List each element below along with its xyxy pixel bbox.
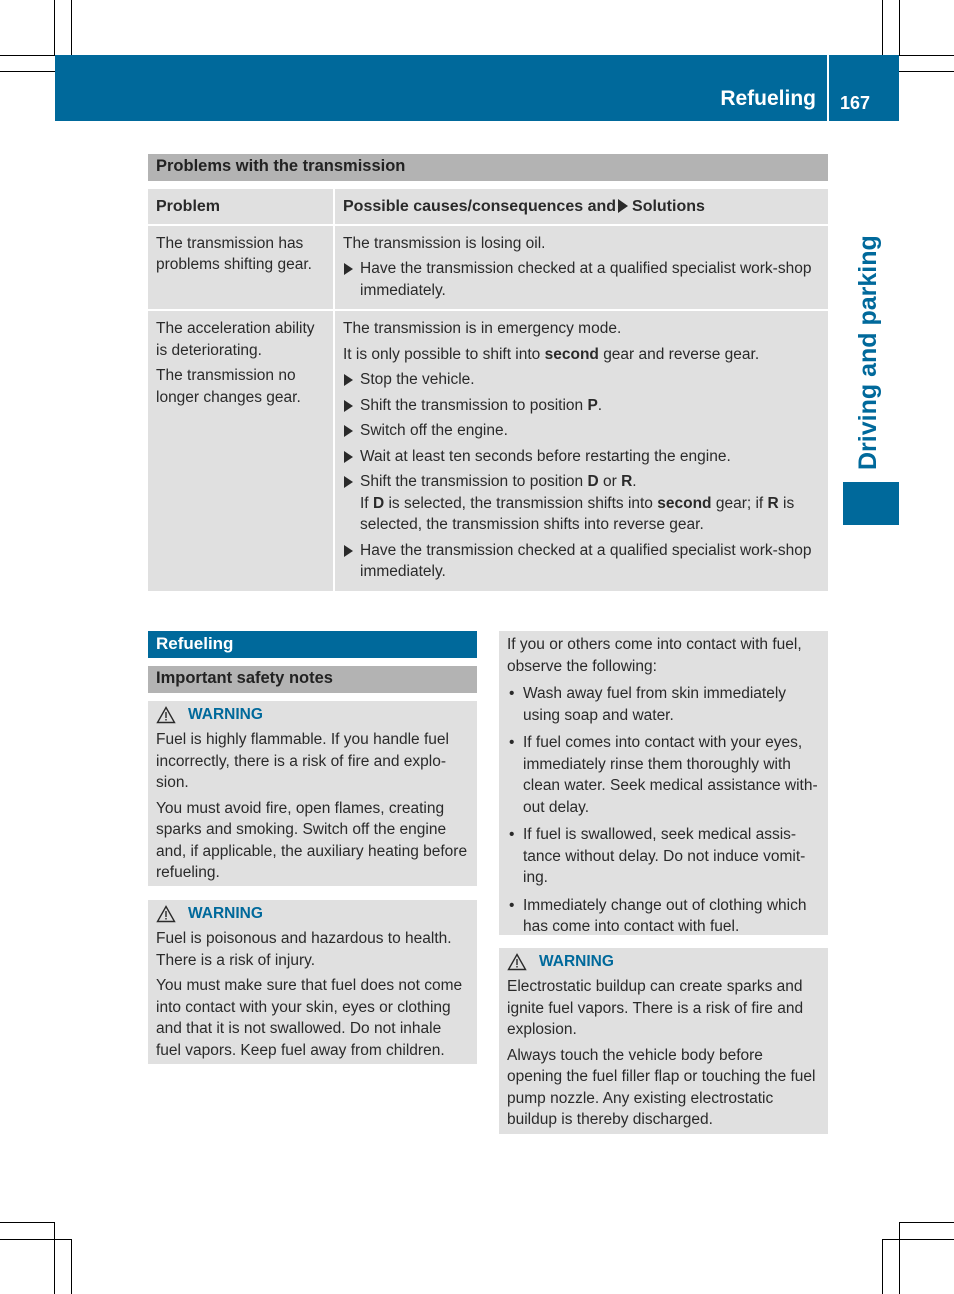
header-title: Refueling: [720, 87, 816, 110]
step-arrow-icon: [344, 545, 353, 557]
crop-mark: [899, 71, 954, 72]
solution-step: Shift the transmission to position D or R. If D is selected, the transmission shifts into second gear; if R is selected, the transmission shifts into reverse gear.: [343, 471, 820, 536]
warning-triangle-icon: [156, 905, 176, 923]
solution-step: Have the transmission checked at a qualified specialist work-shop immediately.: [343, 258, 820, 301]
subsection-title-safety: Important safety notes: [148, 666, 477, 693]
fuel-contact-box: If you or others come into contact with fuel, observe the following: • Wash away fuel from skin immediately using soap and water. • If fuel comes into contact with your eyes, immediately rinse them thoroughly with clean water. Seek medical assistance with-out delay. • If fuel is swallowed, seek medical assis-tance without delay. Do not induce vomit-ing. • Immediately change out of clothing which has come into contact with fuel.: [499, 631, 828, 935]
list-item: • If fuel comes into contact with your eyes, immediately rinse them thoroughly with clean water. Seek medical assistance with-out delay.: [507, 732, 820, 818]
warning-label: WARNING: [539, 953, 614, 971]
warning-box: WARNING Electrostatic buildup can create sparks and ignite fuel vapors. There is a risk of fire and explosion. Always touch the vehicle body before opening the fuel filler flap or touching the fuel pump nozzle. Any existing electrostatic buildup is thereby discharged.: [499, 948, 828, 1134]
step-arrow-icon: [344, 374, 353, 386]
list-item: • Immediately change out of clothing which has come into contact with fuel.: [507, 895, 820, 938]
header-divider: [827, 55, 829, 121]
step-arrow-icon: [344, 425, 353, 437]
list-item: • Wash away fuel from skin immediately using soap and water.: [507, 683, 820, 726]
crop-mark: [899, 55, 954, 56]
warning-box: WARNING Fuel is poisonous and hazardous to health. There is a risk of injury. You must make sure that fuel does not come into contact with your skin, eyes or clothing and that it is not swallowed. Do not inhale fuel vapors. Keep fuel away from children.: [148, 900, 477, 1064]
side-tab-label: Driving and parking: [854, 235, 882, 470]
solution-step: Wait at least ten seconds before restarting the engine.: [343, 446, 820, 468]
list-item: • If fuel is swallowed, seek medical assis-tance without delay. Do not induce vomit-ing.: [507, 824, 820, 889]
crop-mark: [0, 1222, 55, 1223]
transmission-table: [148, 189, 828, 591]
problem-cell: The transmission has problems shifting gear.: [148, 225, 334, 311]
table-row: [148, 225, 828, 311]
table-row: [148, 310, 828, 591]
side-tab-marker: [843, 482, 899, 525]
crop-mark: [0, 55, 55, 56]
solution-cell: The transmission is in emergency mode. It is only possible to shift into second gear and reverse gear. Stop the vehicle. Shift the transmission to position P. Switch off the engine. Wait at least ten seconds before restarting the engine. Shift the transmission to position D or R. If D is selected, the transmission shifts into second gear; if R is selected, the transmission shifts into reverse gear. Have the transmission checked at a qualified specialist work-shop immediately.: [334, 310, 828, 591]
crop-mark: [54, 1222, 55, 1294]
solution-arrow-icon: [618, 199, 628, 213]
crop-mark: [899, 0, 900, 55]
solution-step: Have the transmission checked at a qualified specialist work-shop immediately.: [343, 540, 820, 583]
section-title-refueling: Refueling: [148, 631, 477, 658]
column-header-causes: Possible causes/consequences and Solutions: [334, 189, 828, 225]
warning-label: WARNING: [188, 706, 263, 724]
warning-box: WARNING Fuel is highly flammable. If you handle fuel incorrectly, there is a risk of fire and explo-sion. You must avoid fire, open flames, creating sparks and smoking. Switch off the engine and, if applicable, the auxiliary heating before refueling.: [148, 701, 477, 886]
step-arrow-icon: [344, 451, 353, 463]
page-number: 167: [840, 93, 871, 113]
step-arrow-icon: [344, 400, 353, 412]
step-arrow-icon: [344, 263, 353, 275]
solution-cell: The transmission is losing oil. Have the transmission checked at a qualified specialist work-shop immediately.: [334, 225, 828, 311]
crop-mark: [899, 1222, 954, 1223]
solution-step: Stop the vehicle.: [343, 369, 820, 391]
crop-mark: [71, 0, 72, 55]
solution-step: Switch off the engine.: [343, 420, 820, 442]
step-arrow-icon: [344, 476, 353, 488]
solution-step: Shift the transmission to position P.: [343, 395, 820, 417]
crop-mark: [54, 0, 55, 55]
crop-mark: [882, 1239, 883, 1294]
crop-mark: [899, 1222, 900, 1294]
crop-mark: [882, 0, 883, 55]
section-title-transmission: Problems with the transmission: [148, 154, 828, 181]
column-header-problem: Problem: [148, 189, 334, 225]
crop-mark: [71, 1239, 72, 1294]
crop-mark: [0, 71, 55, 72]
crop-mark: [0, 1239, 71, 1240]
warning-triangle-icon: [156, 706, 176, 724]
warning-label: WARNING: [188, 905, 263, 923]
table-header-row: [148, 189, 828, 225]
crop-mark: [882, 1239, 954, 1240]
warning-triangle-icon: [507, 953, 527, 971]
problem-cell: The acceleration ability is deteriorating. The transmission no longer changes gear.: [148, 310, 334, 591]
